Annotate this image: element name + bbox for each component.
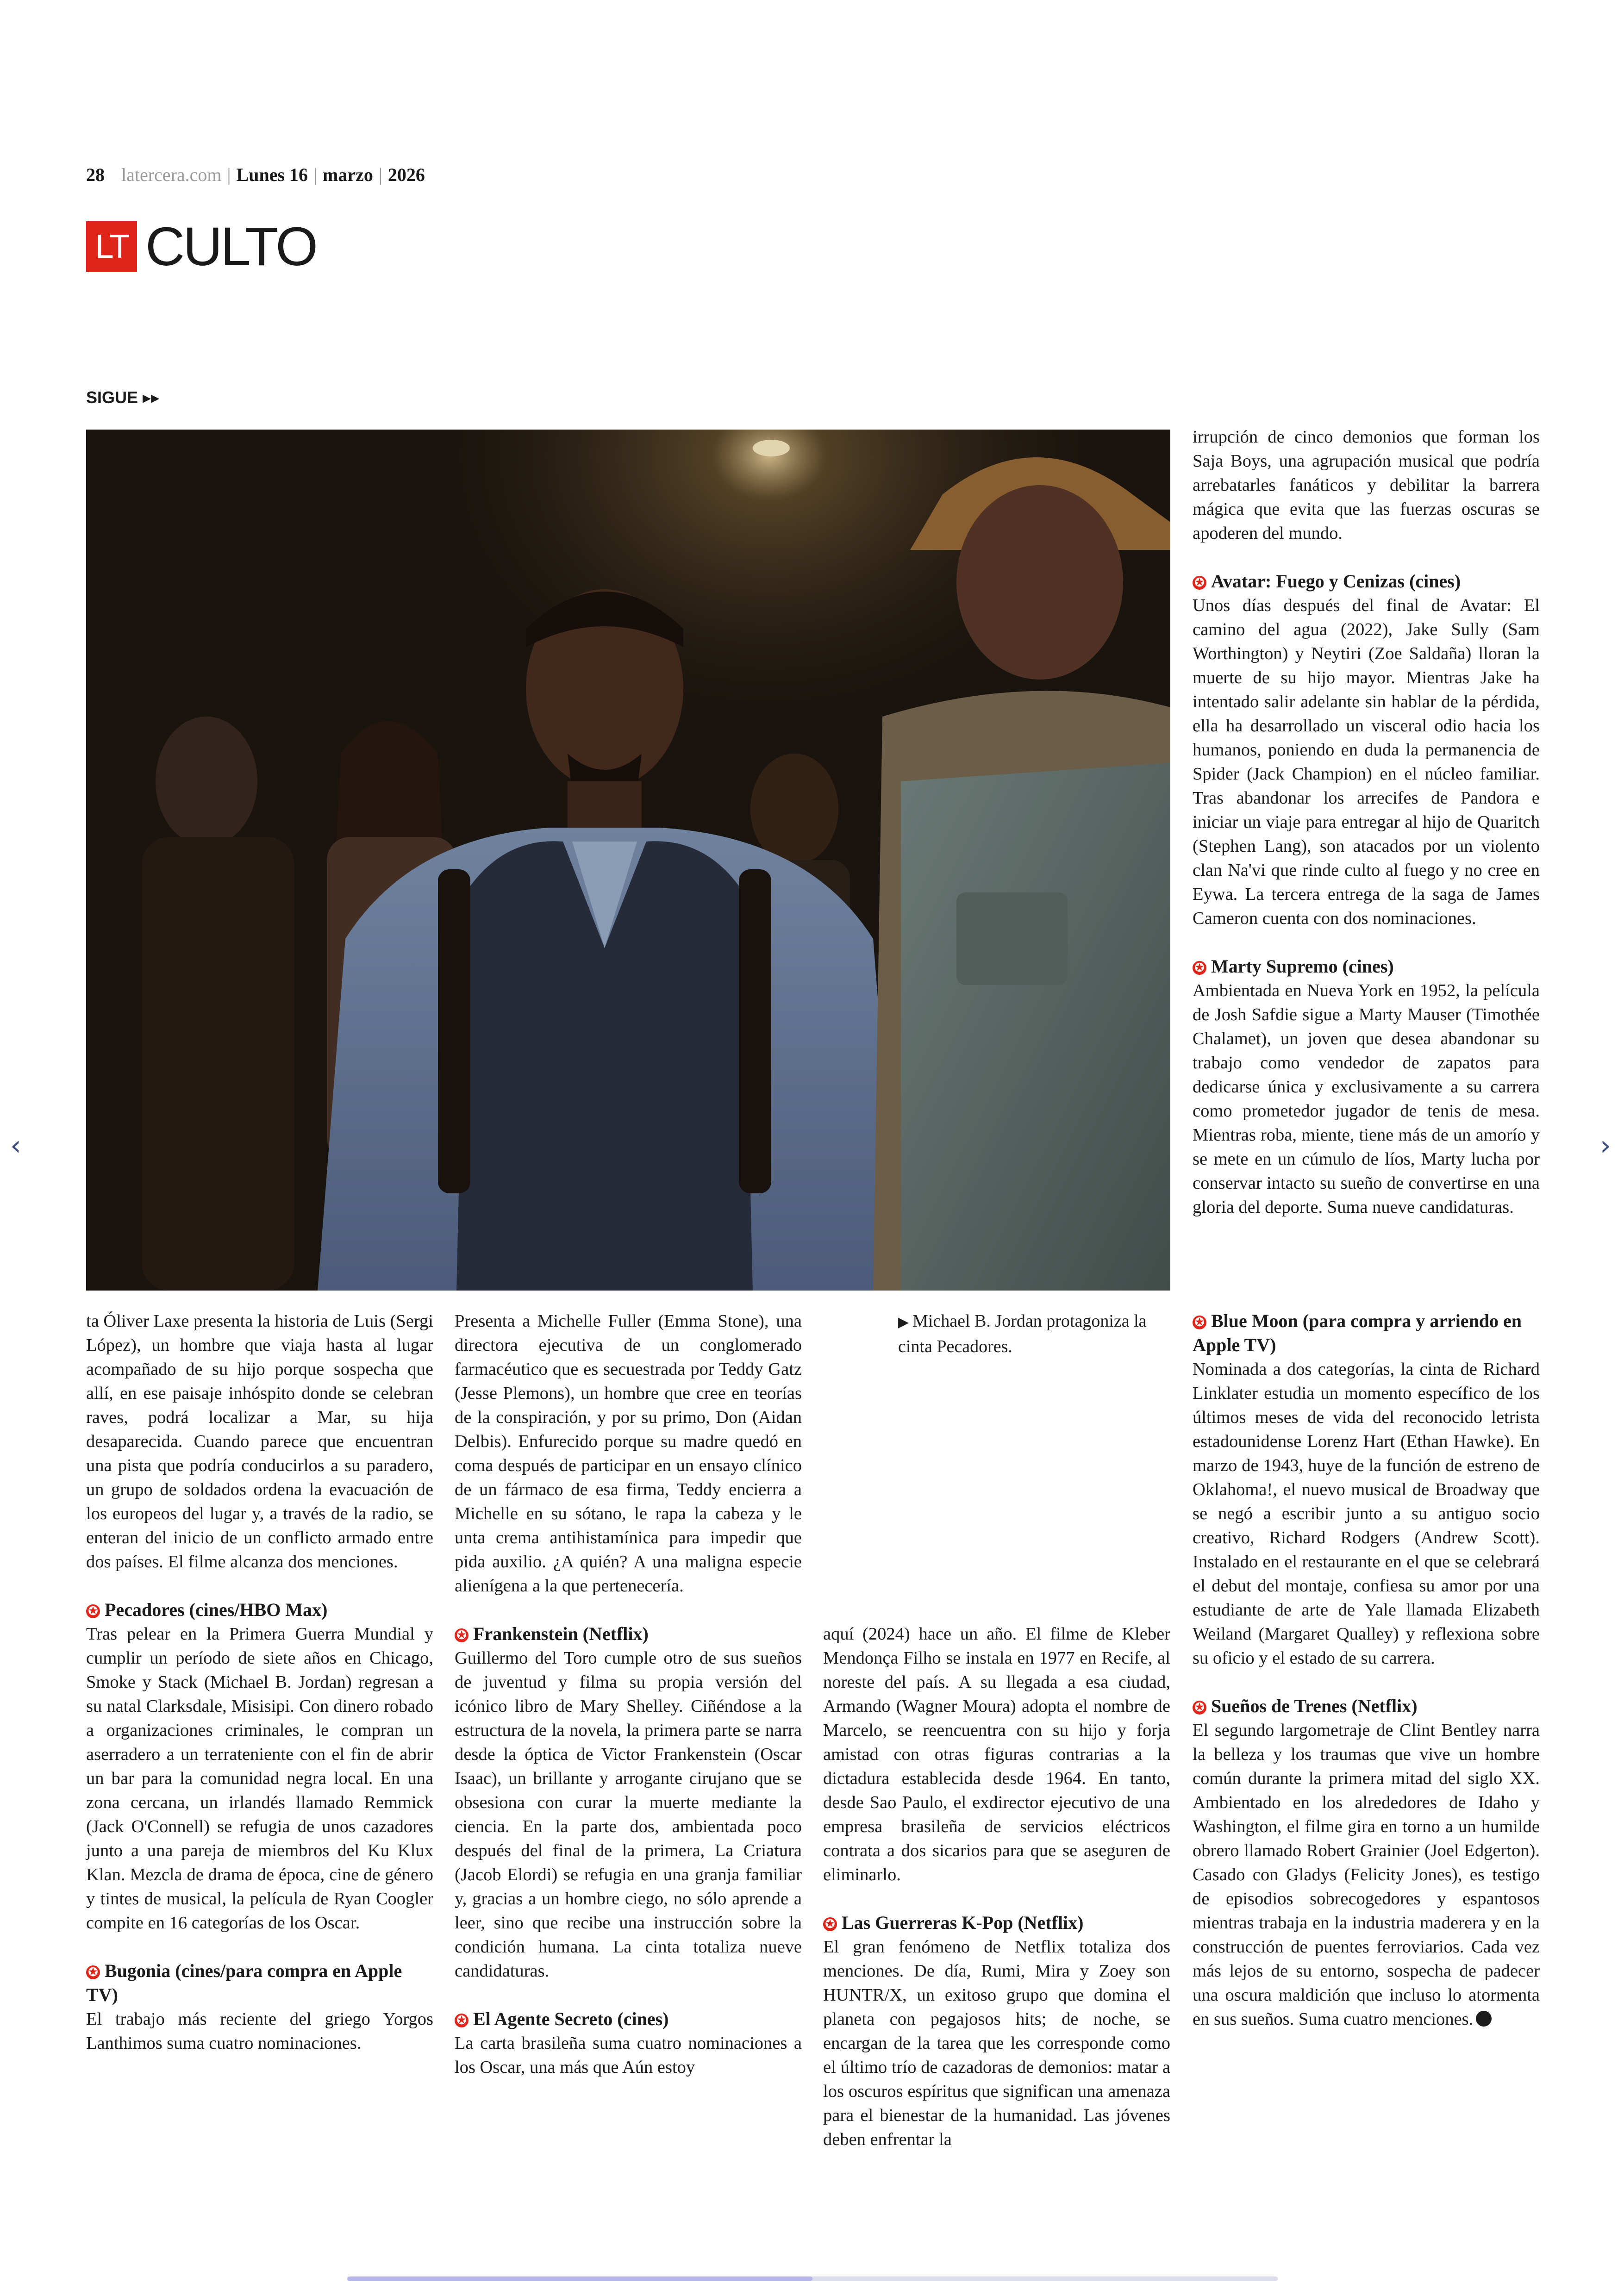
review-heading: ✪ Blue Moon (para compra y arriendo en Apple TV) — [1193, 1310, 1522, 1355]
header-separator: | — [378, 164, 382, 185]
review-heading: ✪ Marty Supremo (cines) — [1193, 954, 1540, 979]
article-column-1 — [86, 1309, 433, 2055]
lt-badge: LT — [86, 221, 137, 272]
review-heading: ✪ Frankenstein (Netflix) — [455, 1622, 802, 1646]
section-name: CULTO — [145, 216, 317, 277]
site-name: latercera.com — [121, 164, 222, 185]
paragraph: Nominada a dos categorías, la cinta de Richard Linklater estudia un momento específico de los últimos meses de vida del reconocido letrista estadounidense Lorenz Hart (Ethan Hawke). En marzo de 1943, huye de la función de estreno de Oklahoma!, el nuevo musical de Broadway que se negó a escribir junto a su antiguo socio creativo, Richard Rodgers (Andrew Scott). Instalado en el restaurante en el que se celebrará el debut del montaje, confiesa su amor por una estudiante de arte de Yale llamada Elizabeth Weiland (Margaret Qualley) y reflexiona sobre su oficio y el estado de su carrera. — [1193, 1360, 1540, 1668]
header-year: 2026 — [387, 164, 425, 185]
star-bullet-icon: ✪ — [1193, 1316, 1206, 1329]
paragraph: La carta brasileña suma cuatro nominaciones a los Oscar, una más que Aún estoy — [455, 2033, 802, 2077]
star-bullet-icon: ✪ — [1193, 1701, 1206, 1715]
paragraph: Guillermo del Toro cumple otro de sus sueños de juventud y filma su propia versión del icónico libro de Mary Shelley. Ciñéndose a la estructura de la novela, la primera parte se narra desde la óptica de Victor Frankenstein (Oscar Isaac), un brillante y arrogante cirujano que se obsesiona con curar la muerte mediante la ciencia. En la parte dos, ambientada poco después del final de la primera, La Criatura (Jacob Elordi) se refugia en una granja familiar y, gracias a un hombre ciego, no sólo aprende a leer, sino que recibe una instrucción sobre la condición humana. La cinta totaliza nueve candidaturas. — [455, 1648, 802, 1981]
review-heading: ✪ Sueños de Trenes (Netflix) — [1193, 1694, 1540, 1718]
article-column-4 — [1193, 425, 1540, 1219]
paragraph: Presenta a Michelle Fuller (Emma Stone), una directora ejecutiva de un conglomerado farmacéutico que es secuestrada por Teddy Gatz (Jesse Plemons), un hombre que cree en teorías de la conspiración, y por su primo, Don (Aidan Delbis). Enfurecido porque su madre quedó en coma después de participar en un ensayo clínico de un fármaco de esa firma, Teddy encierra a Michelle en su sótano, le rapa la cabeza y le unta crema antihistamínica para impedir que pida auxilio. ¿A quién? A una maligna especie alienígena a la que pertenecería. — [455, 1311, 802, 1596]
page-progress-fill — [347, 2276, 812, 2281]
review-heading: ✪ Pecadores (cines/HBO Max) — [86, 1598, 433, 1622]
paragraph: Unos días después del final de Avatar: El camino del agua (2022), Jake Sully (Sam Worthington) y Neytiri (Zoe Saldaña) lloran la muerte de su hijo mayor. Mientras Jake ha intentado salir adelante sin hablar de la pérdida, ella ha desarrollado un visceral odio hacia los humanos, poniendo en duda la permanencia de Spider (Jack Champion) en el núcleo familiar. Tras abandonar los arrecifes de Pandora e iniciar un viaje para entregar al hijo de Quaritch (Stephen Lang), son atacados por un violento clan Na'vi que rinde culto al fuego y no cree en Eywa. La tercera entrega de la saga de James Cameron cuenta con dos nominaciones. — [1193, 596, 1540, 928]
review-heading: ✪ Bugonia (cines/para compra en Apple TV) — [86, 1960, 402, 2005]
review-heading: ✪ El Agente Secreto (cines) — [455, 2007, 802, 2031]
paragraph: ta Óliver Laxe presenta la historia de Luis (Sergi López), un hombre que viaja hasta al lugar acompañado de su hijo porque sospecha que allí, en ese paisaje inhóspito donde se celebran raves, podrá localizar a Mar, su hija desaparecida. Cuando parece que encuentran una pista que podría conducirlos a su paradero, un grupo de soldados ordena la evacuación de los europeos del lugar y, a través de la radio, se enteran del inicio de un conflicto armado entre dos países. El filme alcanza dos menciones. — [86, 1311, 433, 1572]
header-day: Lunes 16 — [236, 164, 308, 185]
article-column-2 — [455, 1309, 802, 2079]
section-logo — [86, 216, 317, 277]
review-heading: ✪ Las Guerreras K-Pop (Netflix) — [823, 1911, 1170, 1935]
star-bullet-icon: ✪ — [455, 1628, 468, 1642]
header-separator: | — [313, 164, 318, 185]
film-still-illustration — [86, 430, 1170, 1291]
paragraph: El trabajo más reciente del griego Yorgos Lanthimos suma cuatro nominaciones. — [86, 2009, 433, 2053]
next-page-arrow-icon[interactable]: › — [1600, 1129, 1611, 1162]
film-still-photo — [86, 430, 1170, 1291]
continued-label: SIGUE ▸▸ — [86, 388, 160, 407]
paragraph: aquí (2024) hace un año. El filme de Kleber Mendonça Filho se instala en 1977 en Recife, al noreste del país. A su llegada a esa ciudad, Armando (Wagner Moura) adopta el nombre de Marcelo, se reencuentra con su hijo y forja amistad con otras figuras contrarias a la dictadura establecida desde 1964. En tanto, desde Sao Paulo, el exdirector ejecutivo de una empresa brasileña de servicios eléctricos contrata a dos sicarios para que se aseguren de eliminarlo. — [823, 1624, 1170, 1884]
star-bullet-icon: ✪ — [86, 1965, 100, 1979]
paragraph: Tras pelear en la Primera Guerra Mundial y cumplir un período de siete años en Chicago, Smoke y Stack (Michael B. Jordan) regresan a su natal Clarksdale, Misisipi. Con dinero robado a organizaciones criminales, le compran un aserradero a un terrateniente con el fin de abrir un bar para la comunidad negra local. En una zona cercana, un irlandés llamado Remmick (Jack O'Connell) se refugia de unos cazadores junto a una pareja de miembros del Ku Klux Klan. Mezcla de drama de época, cine de género y tintes de musical, la película de Ryan Coogler compite en 16 categorías de los Oscar. — [86, 1624, 433, 1933]
paragraph: El gran fenómeno de Netflix totaliza dos menciones. De día, Rumi, Mira y Zoey son HUNTR/X, un exitoso grupo que domina el planeta con pegajosos hits; de noche, se encargan de la tarea que les corresponde como el último trío de cazadoras de demonios: matar a los oscuros espíritus que significan una amenaza para el bienestar de la humanidad. Las jóvenes deben enfrentar la — [823, 1937, 1170, 2149]
paragraph: irrupción de cinco demonios que forman los Saja Boys, una agrupación musical que podría arrebatarles fanáticos y debilitar la barrera mágica que evita que las fuerzas oscuras se apoderen del mundo. — [1193, 427, 1540, 543]
page-number: 28 — [86, 164, 105, 185]
star-bullet-icon: ✪ — [86, 1604, 100, 1618]
header-separator: | — [227, 164, 231, 185]
article-column-3 — [823, 1622, 1170, 2152]
star-bullet-icon: ✪ — [823, 1917, 837, 1931]
end-of-article-mark — [1476, 2011, 1492, 2027]
review-heading: ✪ Avatar: Fuego y Cenizas (cines) — [1193, 569, 1540, 593]
star-bullet-icon: ✪ — [1193, 576, 1206, 590]
page-progress-bar[interactable] — [347, 2276, 1278, 2281]
caption-arrow-icon: ▶ — [898, 1314, 909, 1330]
paragraph: El segundo largometraje de Clint Bentley narra la belleza y los traumas que vive un hombre común durante la primera mitad del siglo XX. Ambientado en los alrededores de Idaho y Washington, el filme gira en torno a un humilde obrero llamado Robert Grainier (Joel Edgerton). Casado con Gladys (Felicity Jones), es testigo de episodios sobrecogedores y espantosos mientras trabaja en la industria maderera y en la construcción de puentes ferroviarios. Cada vez más lejos de su entorno, sospecha de padecer una oscura maldición que incluso lo atormenta en sus sueños. Suma cuatro menciones. — [1193, 1721, 1540, 2029]
star-bullet-icon: ✪ — [455, 2014, 468, 2027]
paragraph: Ambientada en Nueva York en 1952, la película de Josh Safdie sigue a Marty Mauser (Timothée Chalamet), un joven que desea abandonar su trabajo como vendedor de zapatos para dedicarse única y exclusivamente a su carrera como prometedor jugador de tenis de mesa. Mientras roba, miente, tiene más de un amorío y se mete en un cúmulo de líos, Marty lucha por conservar intacto su sueño de convertirse en una gloria del deporte. Suma nueve candidaturas. — [1193, 981, 1540, 1217]
photo-caption — [898, 1309, 1176, 1359]
star-bullet-icon: ✪ — [1193, 961, 1206, 975]
caption-text: Michael B. Jordan protagoniza la cinta Pecadores. — [898, 1311, 1147, 1356]
header-month: marzo — [323, 164, 373, 185]
article-column-5 — [1193, 1309, 1540, 2031]
page-header — [86, 161, 425, 189]
previous-page-arrow-icon[interactable]: ‹ — [10, 1129, 21, 1162]
